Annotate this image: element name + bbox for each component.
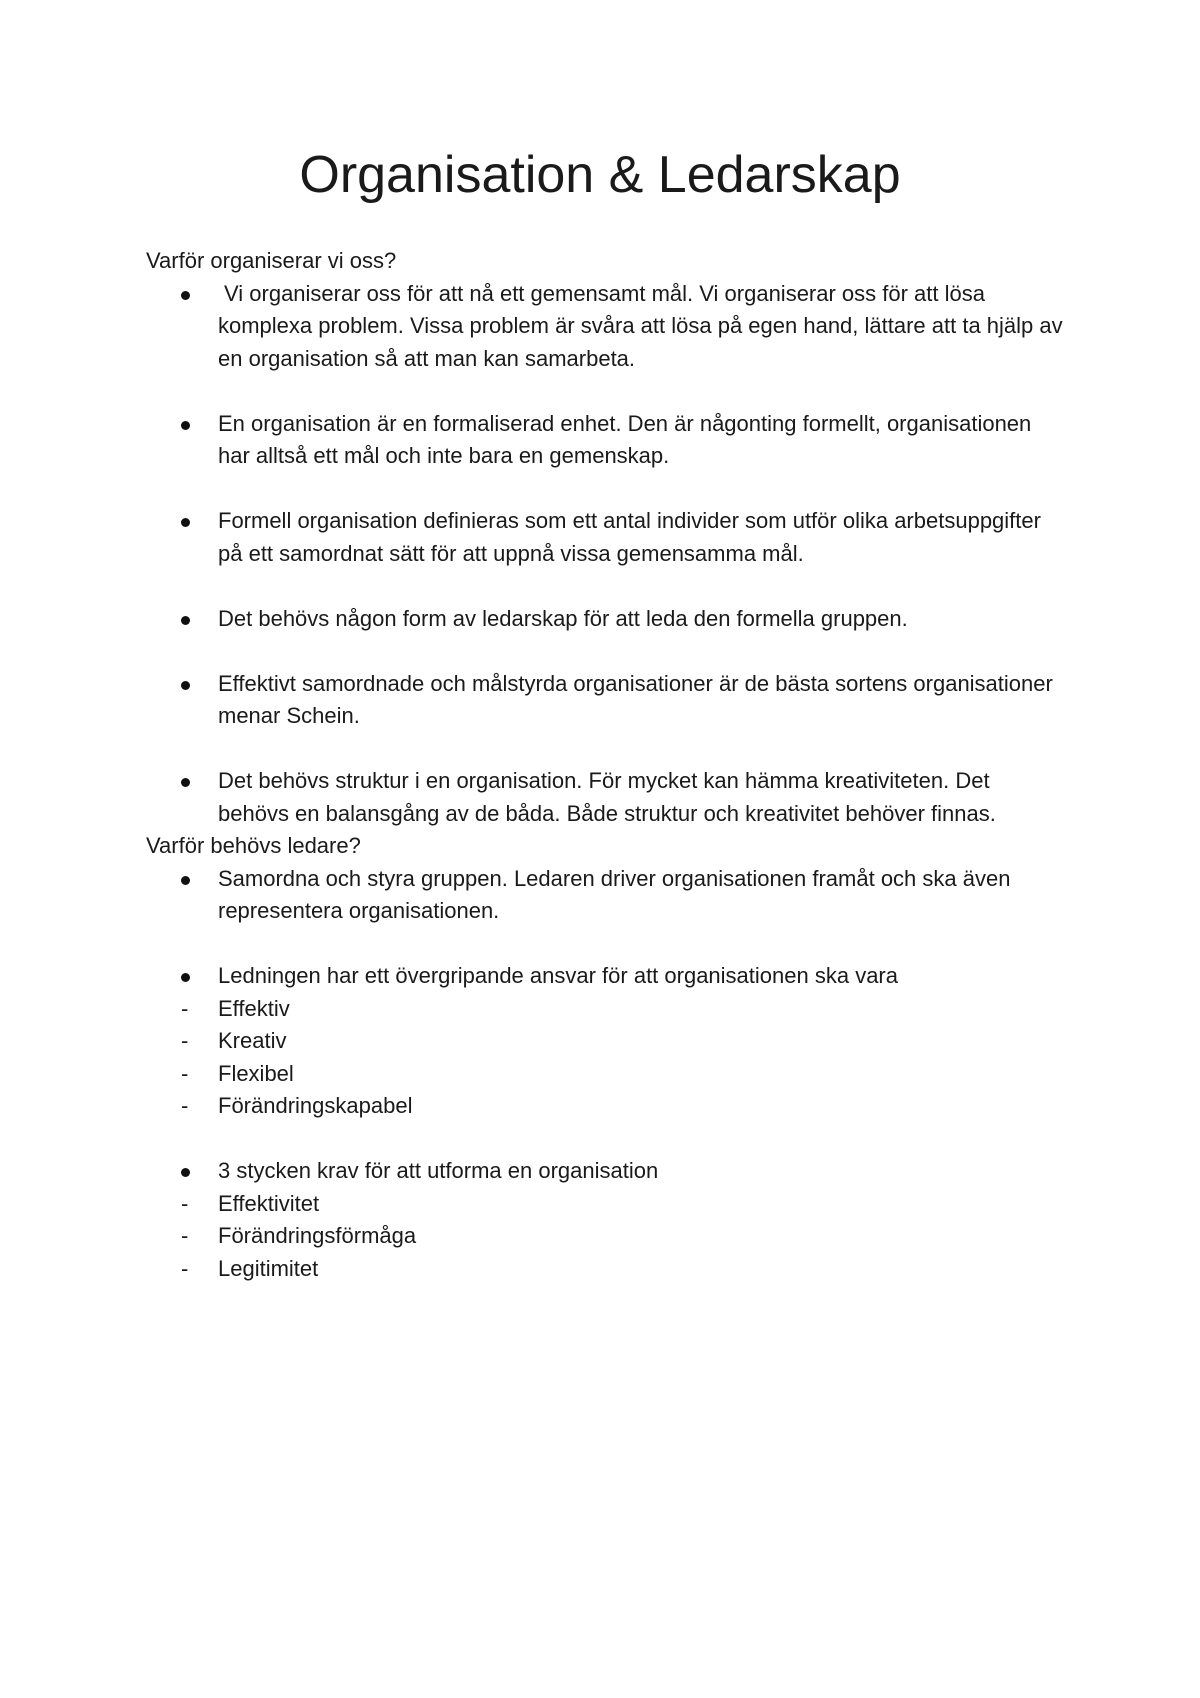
list-item [146,668,1066,733]
dash-item-text: Flexibel [218,1060,294,1086]
dash-item [146,1188,1066,1221]
dash-item [146,1220,1066,1253]
dash-icon: - [181,1060,189,1086]
dash-item [146,993,1066,1026]
dash-item-text: Effektivitet [218,1190,320,1216]
list-item [146,765,1066,830]
dash-icon: - [181,1255,189,1281]
list-item [146,408,1066,473]
list-item-text: Vi organiserar oss för att nå ett gemensamt mål. Vi organiserar oss för att lösa komplexa problem. Vissa problem är svåra att lösa på egen hand, lättare att ta hjälp av en organisation så att man kan samarbeta. [218,280,1063,371]
list-item [146,960,1066,993]
list-item-text: 3 stycken krav för att utforma en organisation [218,1158,659,1183]
list-item [146,863,1066,928]
list-item-text: Samordna och styra gruppen. Ledaren driver organisationen framåt och ska även representera organisationen. [218,865,1011,923]
list-item-text: Formell organisation definieras som ett antal individer som utför olika arbetsuppgifter på ett samordnat sätt för att uppnå vissa gemensamma mål. [218,508,1041,566]
why-leaders-list [146,863,1066,1286]
list-item-text: Effektivt samordnade och målstyrda organisationer är de bästa sortens organisationer menar Schein. [218,670,1053,728]
list-item [146,505,1066,570]
dash-item [146,1025,1066,1058]
list-item-text: Ledningen har ett övergripande ansvar för att organisationen ska vara [218,963,898,988]
dash-icon: - [181,1028,189,1053]
dash-item-text: Förändringskapabel [218,1093,413,1118]
dash-item-text: Effektiv [218,995,290,1021]
list-item-text: Det behövs struktur i en organisation. För mycket kan hämma kreativiteten. Det behövs en balansgång av de båda. Både struktur och kreativitet behöver finnas. [218,768,996,826]
list-item [146,603,1066,636]
dash-icon: - [181,995,189,1021]
list-item [146,1155,1066,1188]
why-organize-list [146,278,1066,831]
dash-item [146,1090,1066,1123]
page-title: Organisation & Ledarskap [299,146,901,204]
section-heading-why-leaders: Varför behövs ledare? [146,833,361,858]
section-heading-why-organize: Varför organiserar vi oss? [146,248,397,273]
dash-item-text: Förändringsförmåga [218,1223,417,1248]
dash-icon: - [181,1093,189,1118]
list-item-text: Det behövs någon form av ledarskap för att leda den formella gruppen. [218,605,908,631]
document-body [146,245,1066,1285]
list-item [146,278,1066,376]
dash-item [146,1253,1066,1286]
dash-icon: - [181,1190,189,1216]
dash-item-text: Kreativ [218,1028,287,1053]
dash-item-text: Legitimitet [218,1255,319,1281]
dash-icon: - [181,1223,189,1248]
list-item-text: En organisation är en formaliserad enhet. Den är någonting formellt, organisationen har alltså ett mål och inte bara en gemenskap. [218,410,1032,468]
dash-item [146,1058,1066,1091]
